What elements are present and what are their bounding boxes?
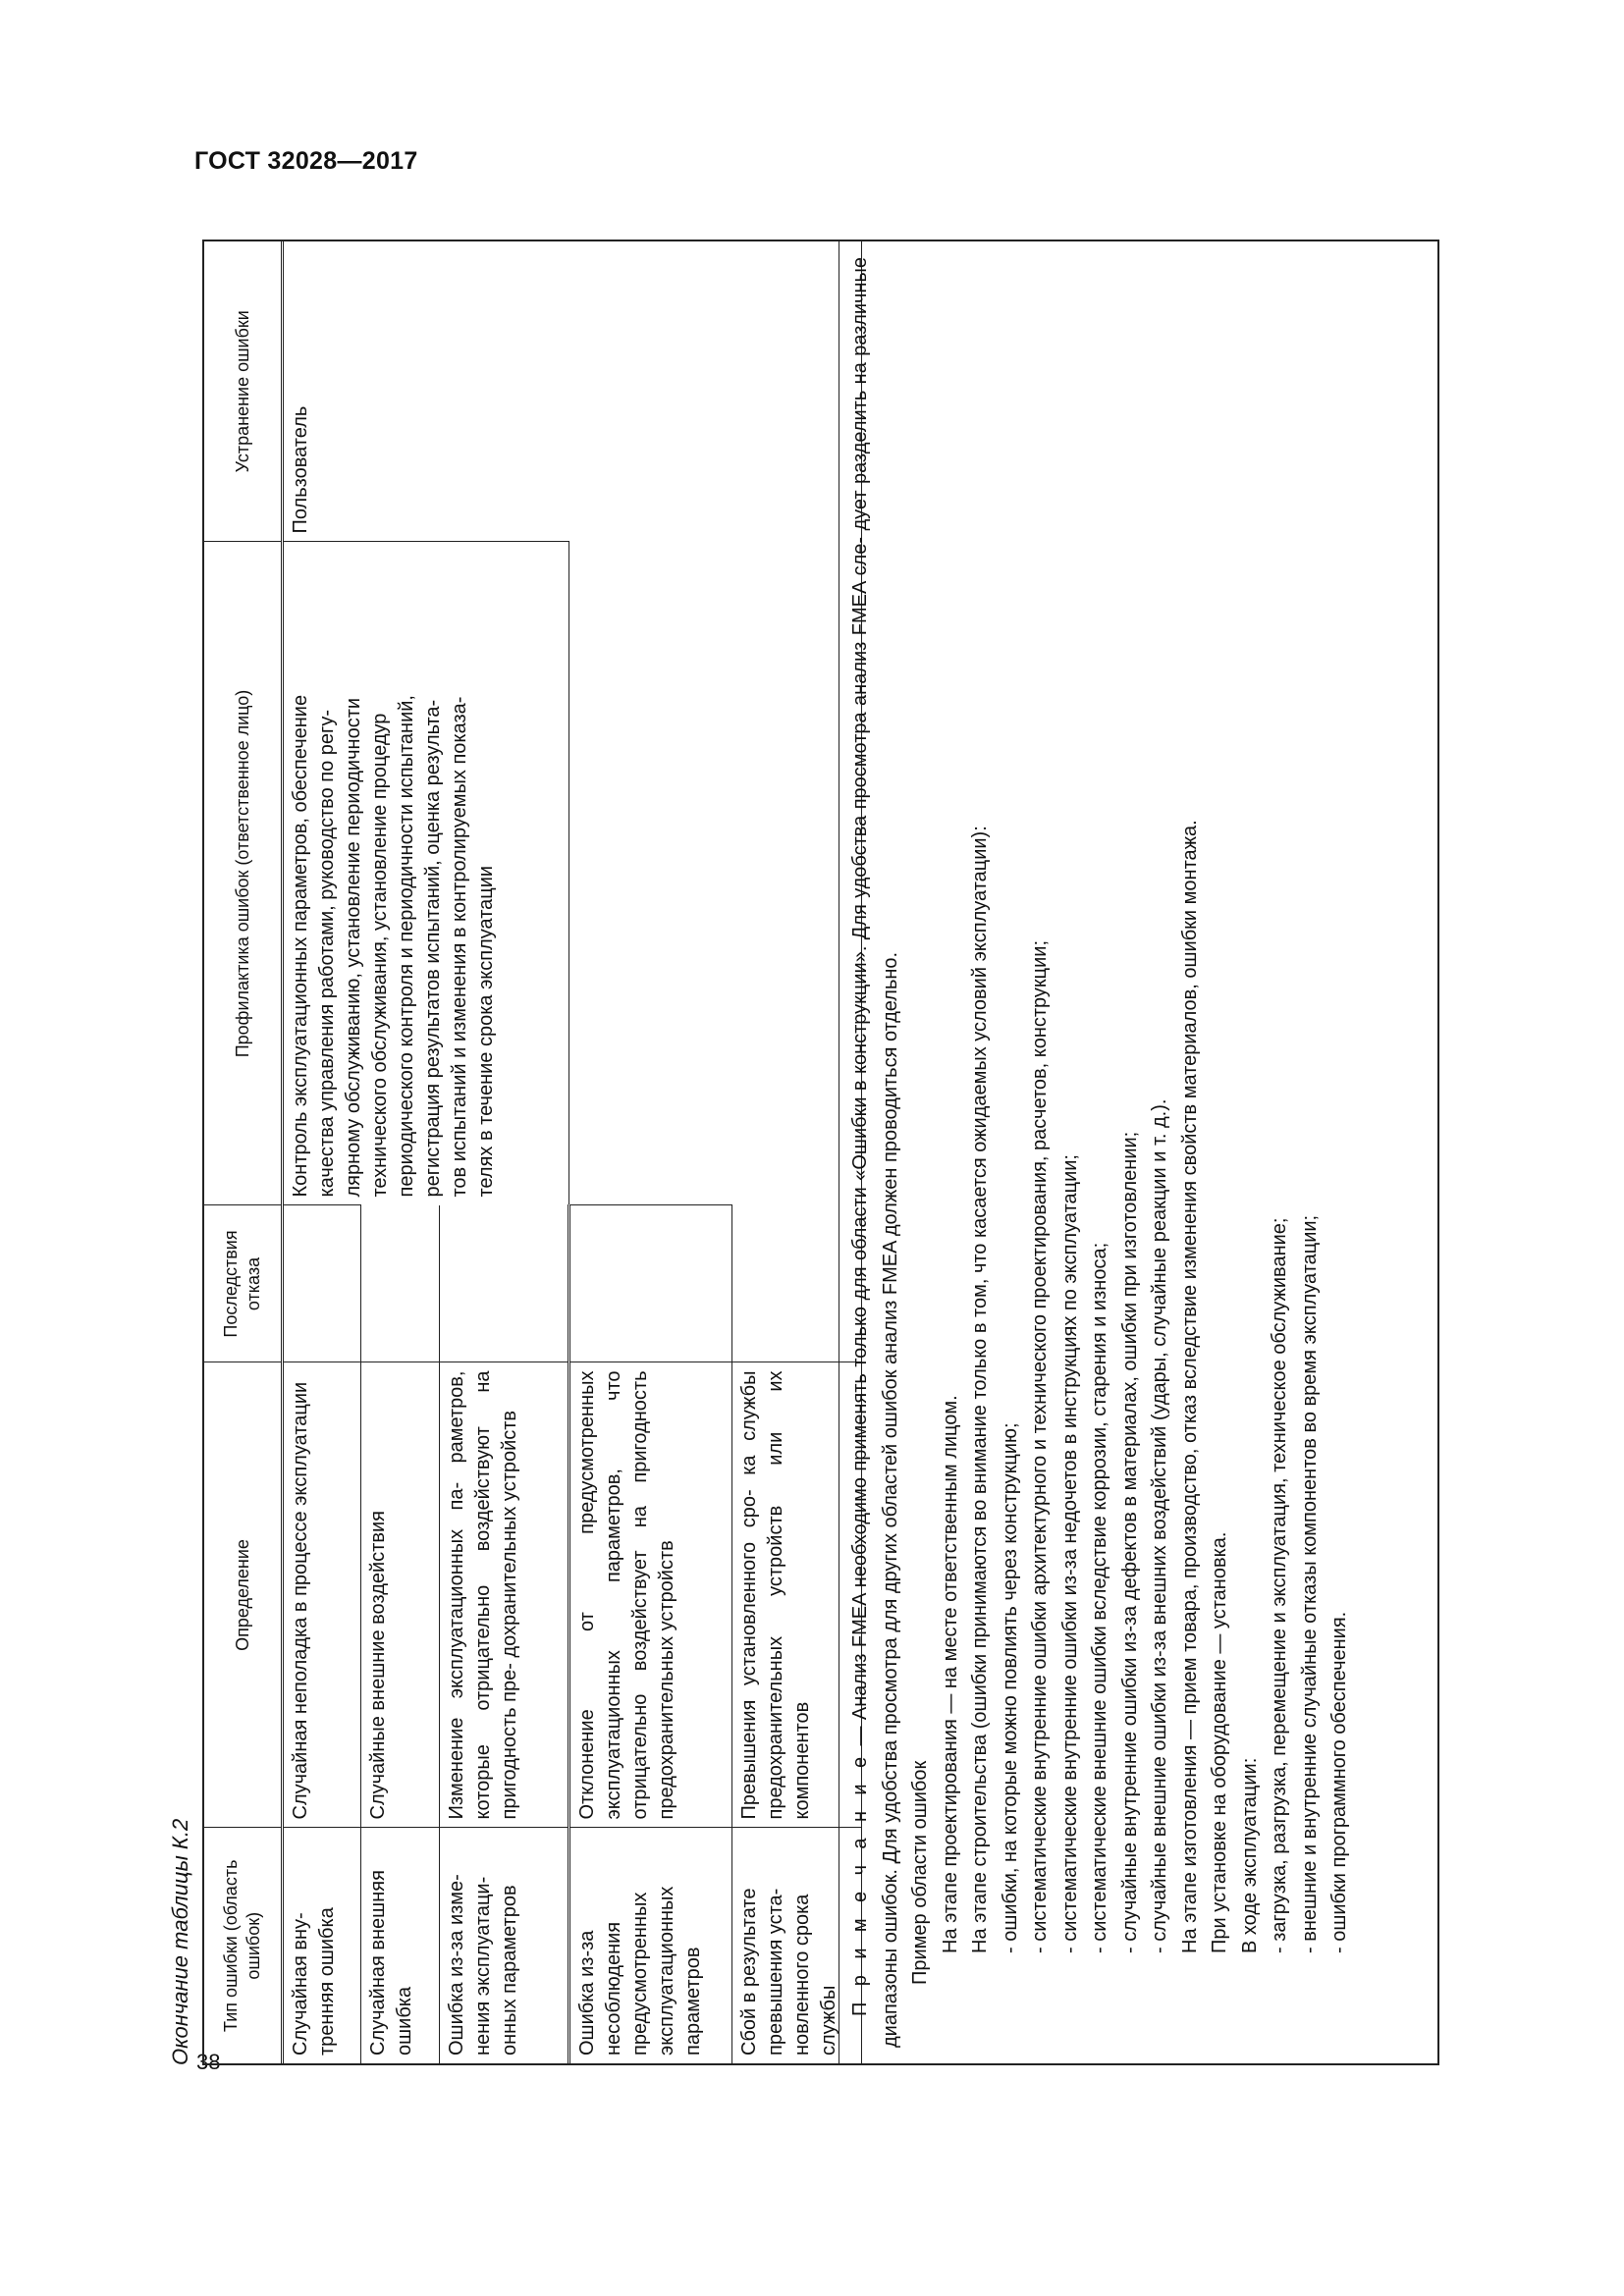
column-header-prevention: Профилактика ошибок (ответственное лицо)	[204, 542, 283, 1205]
document-code: ГОСТ 32028—2017	[194, 147, 418, 175]
prevention-line: периодического контроля и периодичности испытаний,	[396, 695, 417, 1198]
note-line: - систематические внутренние ошибки архитектурного и технического проектирования, расчетов, конструкции;	[1029, 939, 1051, 1953]
column-header-type: Тип ошибки (область ошибок)	[204, 1828, 283, 2063]
note-lead-text: — Анализ FMEA необходимо применять только для области «Ошибки в конструкции». Для удобства просмотра анализ FMEA сле- дует разделить на различные диапазоны ошибок. Для удобства просмотра для других областей ошибок анализ FMEA должен проводиться отдельно.	[849, 256, 901, 2048]
cell-elimination-merged: Пользователь	[283, 241, 862, 542]
cell-type: Ошибка из-за несоблюдения предусмотренных эксплуатационных параметров	[569, 1828, 732, 2063]
cell-type: Ошибка из-за изме- нения эксплуатаци- онных параметров	[440, 1828, 569, 2063]
table-header-row	[204, 241, 283, 2063]
prevention-line: технического обслуживания, установление процедур	[369, 713, 391, 1198]
note-line: - систематические внутренние ошибки из-за недочетов в инструкциях по эксплуатации;	[1058, 1154, 1081, 1953]
table-caption: Окончание таблицы К.2	[168, 1818, 192, 2065]
cell-definition: Превышения установленного сро- ка службы предохранительных устройств или их компонентов	[732, 1362, 862, 1828]
column-header-elimination: Устранение ошибки	[204, 241, 283, 542]
prevention-line: регистрация результатов испытаний, оценка результа-	[422, 699, 444, 1198]
note-line: - ошибки, на которые можно повлиять через конструкцию;	[999, 1422, 1021, 1953]
cell-prevention-merged	[283, 542, 569, 1205]
note-line: На этапе строительства (ошибки принимаются во внимание только в том, что касается ожидаемых условий эксплуатации):	[969, 826, 991, 1953]
note-label: П р и м е ч а н и е	[849, 1751, 871, 2016]
cell-definition: Случайная неполадка в процессе эксплуатации	[283, 1362, 361, 1828]
table-frame	[202, 240, 1439, 2065]
rotated-table-block	[167, 240, 1439, 2065]
note-lead-paragraph	[845, 257, 905, 2048]
note-line: - случайные внешние ошибки из-за внешних воздействий (удары, случайные реакции и т. д.).	[1149, 1098, 1170, 1953]
cell-effect	[361, 1205, 440, 1362]
note-line: - систематические внешние ошибки вследствие коррозии, старения и износа;	[1089, 1242, 1110, 1953]
note-line: На этапе изготовления — прием товара, производство, отказ вследствие изменения свойств материалов, ошибки монтажа.	[1178, 820, 1201, 1953]
cell-effect	[440, 1205, 569, 1362]
prevention-line: Контроль эксплуатационных параметров, обеспечение	[290, 694, 311, 1198]
note-line: - загрузка, разгрузка, перемещение и эксплуатация, техническое обслуживание;	[1269, 1217, 1290, 1953]
cell-type: Случайная внешняя ошибка	[361, 1828, 440, 2063]
cell-definition: Изменение эксплуатационных па- раметров, которые отрицательно воздействуют на пригодность пре- дохранительных устройств	[440, 1362, 569, 1828]
note-line: На этапе проектирования — на месте ответственным лицом.	[939, 1395, 961, 1953]
column-header-definition: Определение	[204, 1362, 283, 1828]
cell-type: Сбой в результате превышения уста- новленного срока службы	[732, 1828, 862, 2063]
prevention-line: тов испытаний и изменения в контролируемых показа-	[449, 696, 470, 1198]
cell-effect	[569, 1205, 732, 1362]
cell-effect	[283, 1205, 361, 1362]
prevention-line: качества управления работами, руководство по регу-	[316, 710, 338, 1198]
column-header-effect: Последствия отказа	[204, 1205, 283, 1362]
table-row	[283, 241, 361, 2063]
note-line: Пример области ошибок	[909, 1760, 931, 1985]
page-number: 38	[196, 2050, 221, 2074]
note-line: - внешние и внутренние случайные отказы компонентов во время эксплуатации;	[1298, 1214, 1321, 1953]
prevention-line: лярному обслуживанию, установление периодичности	[343, 697, 364, 1198]
note-line: - случайные внутренние ошибки из-за дефектов в материалах, ошибки при изготовлении;	[1118, 1131, 1141, 1953]
note-line: При установке на оборудование — установка.	[1209, 1531, 1230, 1953]
prevention-line: телях в течение срока эксплуатации	[475, 865, 497, 1198]
note-line: - ошибки программного обеспечения.	[1328, 1611, 1350, 1953]
cell-definition: Отклонение от предусмотренных эксплуатационных параметров, что отрицательно воздействует на пригодность предохранительных устройств	[569, 1362, 732, 1828]
fmea-table	[204, 241, 862, 2063]
cell-definition: Случайные внешние воздействия	[361, 1362, 440, 1828]
note-line: В ходе эксплуатации:	[1238, 1757, 1261, 1953]
cell-prevention-empty	[569, 542, 862, 1205]
cell-type: Случайная вну- тренняя ошибка	[283, 1828, 361, 2063]
table-note	[839, 241, 1355, 2063]
